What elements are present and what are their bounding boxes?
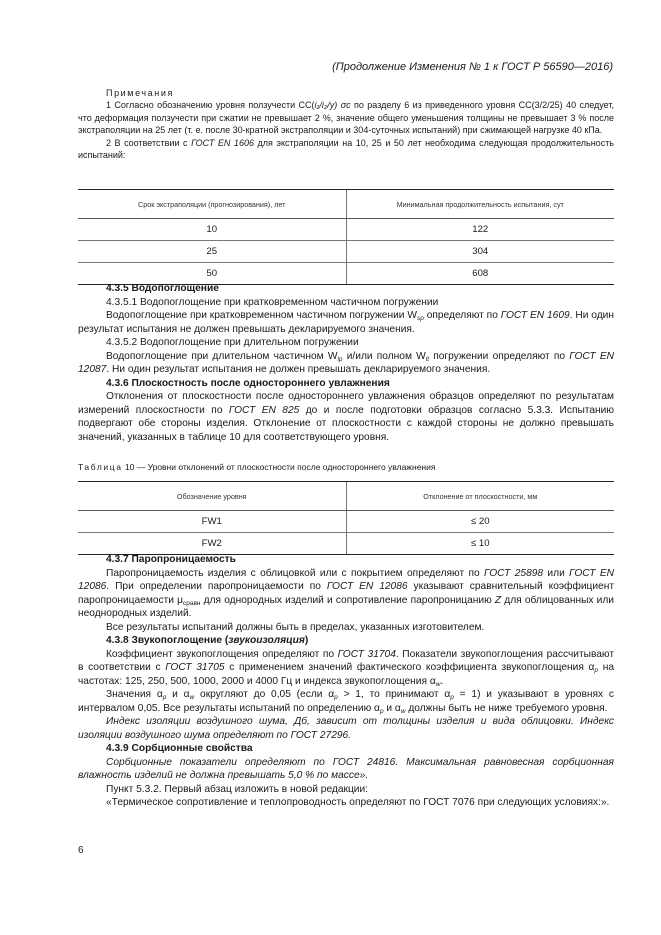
notes-title: Примечания [106, 88, 174, 98]
table-cell: ≤ 10 [346, 533, 614, 555]
paragraph: «Термическое сопротивление и теплопроводность определяют по ГОСТ 7076 при следующих условиях:». [106, 797, 610, 808]
section-title: 4.3.7 Паропроницаемость [106, 554, 236, 565]
table-cell: 25 [78, 241, 346, 263]
paragraph: Значения $\alpha_p$ и $\alpha_w$ округляют до 0,05 (если $\alpha_p > 1$, то принимают $\alpha_p = 1$) и указывают в уровнях с интервалом 0,05. Все результаты испытаний по определению $\alpha_p$ и $\alpha_w$ должны быть не ниже требуемого уровня. [78, 689, 614, 715]
table-cell: 304 [346, 241, 614, 263]
table-cell: 10 [78, 219, 346, 241]
table-header: Обозначение уровня [78, 482, 346, 511]
paragraph: Индекс изоляции воздушного шума, Дб, зависит от толщины изделия и вида облицовки. Индекс изоляции воздушного шума определяют по ГОСТ 27296. [78, 716, 614, 741]
table-cell: 122 [346, 219, 614, 241]
table-header: Минимальная продолжительность испытания, сут [346, 190, 614, 219]
note-2: 2 В соответствии с ГОСТ EN 1606 для экстраполяции на 10, 25 и 50 лет необходима следующая продолжительность испытаний: [78, 137, 614, 161]
paragraph: Паропроницаемость изделия с облицовкой или с покрытием определяют по ГОСТ 25898 или ГОСТ EN 12086. При определении паропроницаемости по ГОСТ EN 12086 указывают сравнительный коэффициент паропроницаемости $\mu_{сравн}$ для однородных изделий и сопротивление паропроницанию Z для облицованных или неоднородных изделий. [78, 567, 615, 619]
section-title: 4.3.9 Сорбционные свойства [106, 743, 253, 754]
paragraph: Коэффициент звукопоглощения определяют по ГОСТ 31704. Показатели звукопоглощения рассчитывают в соответствии с ГОСТ 31705 с применением значений фактического коэффициента звукопоглощения $\alpha_p$ на частотах: 125, 250, 500, 1000, 2000 и 4000 Гц и индекса звукопоглощения $\alpha_w$. [78, 648, 615, 688]
flatness-table [78, 481, 614, 555]
paragraph: Сорбционные показатели определяют по ГОСТ 24816. Максимальная равновесная сорбционная влажность изделий не должна превышать 5,0 % по массе». [78, 756, 614, 781]
table-cell: 50 [78, 263, 346, 285]
paragraph: Водопоглощение при длительном частичном $W_{lp}$ и/или полном $W_{lt}$ погружении определяют по ГОСТ EN 12087. Ни один результат испытания не должен превышать декларируемого значения. [78, 350, 614, 375]
table-row [78, 241, 614, 263]
table-row [78, 533, 614, 555]
extrapolation-table [78, 189, 614, 285]
paragraph: Водопоглощение при кратковременном частичном погружении $W_{sp}$ определяют по ГОСТ EN 1609. Ни один результат испытания не должен превышать декларируемого значения. [78, 310, 614, 335]
page-number: 6 [78, 845, 84, 856]
table-cell: FW1 [78, 511, 346, 533]
table-row [78, 511, 614, 533]
section-4-3-5-4-3-6 [78, 282, 614, 444]
paragraph: 4.3.5.1 Водопоглощение при кратковременном частичном погружении [106, 296, 439, 308]
paragraph: Пункт 5.3.2. Первый абзац изложить в новой редакции: [106, 783, 369, 795]
table-cell: FW2 [78, 533, 346, 555]
table-header: Отклонение от плоскостности, мм [346, 482, 614, 511]
notes-block [78, 87, 614, 161]
note-1: 1 Согласно обозначению уровня ползучести CC(i₁/i₂/y) σc по разделу 6 из приведенного уровня CC(3/2/25) 40 следует, что деформация ползучести при сжатии не превышает 2 %, значение общего уменьшения толщины не превышает 3 % после экстраполяции на 25 лет (т. е. после 30-кратной экстраполяции и 304-суточных испытаний) при сжимающей нагрузке 40 кПа. [78, 100, 615, 136]
paragraph: Отклонения от плоскостности после одностороннего увлажнения образцов определяют по результатам измерений плоскостности по ГОСТ EN 825 до и после подготовки образцов согласно 5.3.3. Испытанию подвергают обе стороны изделия. Отклонение от плоскостности с каждой стороны не должно превышать значений, указанных в таблице 10 для соответствующего уровня. [78, 391, 614, 443]
table-header: Срок экстраполяции (прогнозирования), лет [78, 190, 346, 219]
section-title: 4.3.8 Звукопоглощение (звукоизоляция) [106, 635, 309, 646]
section-title: 4.3.5 Водопоглощение [106, 283, 219, 294]
table-cell: ≤ 20 [346, 511, 614, 533]
paragraph: 4.3.5.2 Водопоглощение при длительном погружении [106, 337, 359, 348]
paragraph: Все результаты испытаний должны быть в пределах, указанных изготовителем. [106, 621, 485, 633]
section-title: 4.3.6 Плоскостность после одностороннего увлажнения [106, 377, 390, 389]
table-row [78, 219, 614, 241]
table-cell: 608 [346, 263, 614, 285]
table-10-caption: Таблица 10 — Уровни отклонений от плоскостности после одностороннего увлажнения [78, 462, 436, 472]
section-4-3-7-4-3-9 [78, 553, 614, 810]
continuation-header: (Продолжение Изменения № 1 к ГОСТ Р 56590—2016) [332, 61, 613, 73]
